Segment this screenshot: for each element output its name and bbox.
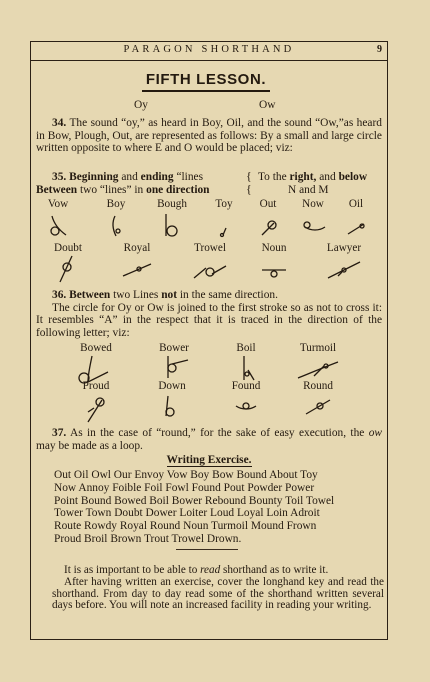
word-label: Out	[259, 198, 277, 210]
word-sign-royal	[107, 242, 167, 282]
shorthand-sign	[180, 254, 240, 282]
exercise-line: Out Oil Owl Our Envoy Vow Boy Bow Bound About Toy	[54, 469, 318, 481]
paragraph-number: 34.	[52, 117, 67, 129]
emphasis: ow	[368, 427, 382, 439]
paragraph-35-left	[36, 171, 246, 196]
shorthand-sign	[66, 392, 126, 422]
exercise-lines	[54, 469, 384, 546]
text: To the	[258, 171, 287, 183]
shorthand-sign	[142, 210, 202, 238]
exercise-line: Point Bound Bowed Boil Bower Rebound Bounty Toil Towel	[54, 494, 335, 507]
word-label: Noun	[261, 242, 287, 254]
word-label: Proud	[82, 380, 110, 392]
paragraph-text: The circle for Oy or Ow is joined to the first stroke so as not to cross it: It resembles “A” in the respect that it is traced in the direction of the following letter; viz:	[36, 301, 382, 339]
bold-term: right,	[289, 171, 317, 183]
section-divider	[176, 549, 238, 550]
text: As in the case of “round,” for the sake of easy execution, the	[69, 427, 365, 439]
word-sign-lawyer	[314, 242, 374, 282]
header-rule	[30, 60, 388, 61]
word-sign-trowel	[180, 242, 240, 282]
exercise-line: Tower Town Doubt Dower Loiter Loud Loyal Loin Adroit	[54, 507, 320, 520]
word-label: Oil	[348, 198, 364, 210]
text: two “lines” in	[79, 183, 144, 196]
word-sign-boil	[216, 342, 276, 384]
word-sign-oil	[326, 198, 386, 238]
exercise-title-text: Writing Exercise.	[166, 454, 252, 466]
text: “lines	[176, 171, 204, 183]
word-label: Boy	[106, 198, 126, 210]
text: in the same direction.	[179, 289, 278, 301]
paragraph-36	[36, 289, 382, 339]
word-sign-bowed	[66, 342, 126, 384]
paragraph-text: The sound “oy,” as heard in Boy, Oil, and the sound “Ow,”as heard in Bow, Plough, Out, are represented as follows: By a small and large circle written opposite to where E and O would be placed; viz:	[36, 117, 382, 155]
paragraph-number: 36.	[52, 289, 67, 301]
word-label: Turmoil	[299, 342, 337, 354]
emphasis: read	[200, 564, 221, 576]
closing-text: After having written an exercise, cover the longhand key and read the shorthand. From day to day read some of the shorthand written several days before. You will note an increased facility in reading your writing.	[52, 575, 384, 612]
shorthand-sign	[288, 392, 348, 422]
exercise-line: Route Rowdy Royal Round Noun Turmoil Mound Frown	[54, 520, 317, 533]
oy-label: Oy	[134, 99, 148, 111]
bold-term: ending	[140, 171, 174, 183]
exercise-line: Proud Broil Brown Trout Trowel Drown.	[54, 532, 242, 545]
word-sign-bough	[142, 198, 202, 238]
word-sign-boy	[86, 198, 146, 238]
text: and	[319, 171, 336, 183]
bold-term: Between	[36, 183, 78, 196]
paragraph-37	[36, 427, 382, 452]
paragraph-number: 37.	[52, 427, 67, 439]
shorthand-sign	[28, 210, 88, 238]
word-sign-down	[142, 380, 202, 422]
word-label: Bough	[157, 198, 187, 210]
word-sign-noun	[244, 242, 304, 282]
closing-paragraph	[52, 565, 384, 612]
word-label: Doubt	[54, 242, 82, 254]
bold-term: below	[338, 171, 368, 183]
text: and	[121, 171, 138, 183]
word-label: Found	[231, 380, 261, 392]
page-number: 9	[377, 44, 382, 55]
paragraph-number: 35.	[52, 171, 67, 183]
text: may be made as a loop.	[36, 439, 143, 452]
paragraph-35-right	[258, 171, 367, 196]
word-label: Round	[303, 380, 333, 392]
word-label: Boil	[236, 342, 256, 354]
word-sign-found	[216, 380, 276, 422]
shorthand-sign	[107, 254, 167, 282]
bold-term: one direction	[146, 183, 210, 196]
exercise-line: Now Annoy Foible Foil Fowl Found Pout Powder Power	[54, 481, 315, 494]
word-sign-turmoil	[288, 342, 348, 384]
bold-term: Between	[69, 289, 111, 301]
running-head: PARAGON SHORTHAND	[123, 44, 295, 55]
word-label: Vow	[47, 198, 69, 210]
shorthand-sign	[142, 392, 202, 422]
shorthand-sign	[38, 254, 98, 282]
text: It is as important to be able to	[64, 564, 198, 576]
paragraph-34	[36, 117, 382, 155]
lesson-title: FIFTH LESSON.	[142, 71, 270, 92]
word-label: Bowed	[80, 342, 112, 354]
shorthand-sign	[216, 392, 276, 422]
shorthand-sign	[86, 210, 146, 238]
word-sign-vow	[28, 198, 88, 238]
word-sign-doubt	[38, 242, 98, 282]
word-label: Bower	[159, 342, 189, 354]
word-label: Royal	[123, 242, 151, 254]
word-label: Lawyer	[326, 242, 362, 254]
text: N and M	[288, 183, 329, 196]
shorthand-sign	[314, 254, 374, 282]
text: shorthand as to write it.	[222, 564, 329, 576]
word-sign-round	[288, 380, 348, 422]
word-sign-bower	[144, 342, 204, 384]
brace-glyph: { {	[246, 169, 252, 196]
word-label: Down	[158, 380, 186, 392]
word-sign-proud	[66, 380, 126, 422]
word-label: Now	[302, 198, 324, 210]
ow-label: Ow	[259, 99, 276, 111]
bold-term: Beginning	[69, 171, 119, 183]
text: two Lines	[113, 289, 159, 301]
exercise-title	[36, 454, 382, 467]
word-label: Toy	[215, 198, 233, 210]
bold-term: not	[161, 289, 178, 301]
shorthand-sign	[326, 210, 386, 238]
word-label: Trowel	[194, 242, 226, 254]
shorthand-sign	[244, 254, 304, 282]
